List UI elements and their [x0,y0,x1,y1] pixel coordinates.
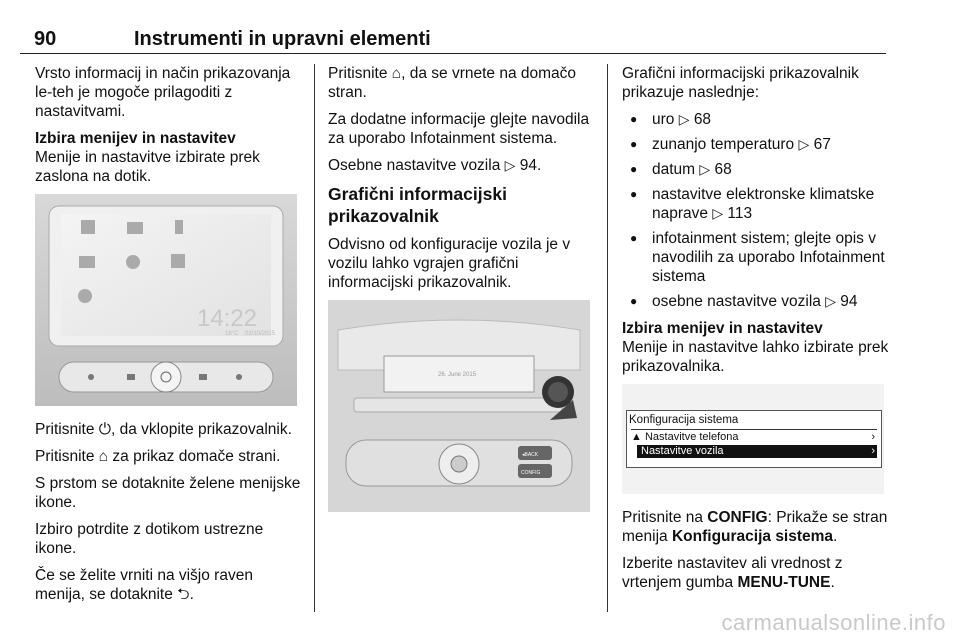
config-button-label: CONFIG [521,470,541,476]
paragraph: Izbiro potrdite z dotikom ustrezne ikone. [35,521,264,557]
paragraph: Osebne nastavitve vozila ▷ 94. [328,157,542,174]
menu-item-vehicle-settings[interactable]: Nastavitve vozila › [637,445,877,458]
paragraph: Odvisno od konfiguracije vozila je v vozilu lahko vgrajen grafični informacijski prikazovalnik. [328,236,571,291]
reference-arrow-icon: ▷ [798,136,810,152]
screen-clock: 14:22 [196,305,258,332]
paragraph: Pritisnite ⌂ za prikaz domače strani. [35,448,281,465]
feature-list [622,110,890,311]
paragraph: Pritisnite ⏻, da vklopite prikazovalnik. [35,421,292,438]
section-heading: Grafični informacijski prikazovalnik [328,184,507,226]
list-item: ● infotainment sistem; glejte opis v navodilih za uporabo Infotainment sistema [622,229,890,286]
radio-panel-illustration [328,300,590,512]
paragraph: Grafični informacijski prikazovalnik prikazuje naslednje: [622,65,859,101]
page-header [20,28,886,54]
list-item: ● zunanjo temperaturo ▷ 67 [622,135,890,154]
reference-arrow-icon: ▷ [504,157,516,173]
back-button-label: ◂BACK [522,452,539,458]
column-divider [314,64,315,612]
column-2 [328,64,598,526]
chevron-right-icon: › [871,431,875,443]
list-item: ● nastavitve elektronske klimatske naprave ▷ 113 [622,185,890,223]
page-number: 90 [34,28,57,50]
paragraph: Izberite nastavitev ali vrednost z vrtenjem gumba MENU-TUNE. [622,555,843,591]
reference-arrow-icon: ▷ [712,205,724,221]
radio-display-date: 26. June 2015 [438,372,477,378]
menu-item-phone-settings[interactable]: ▲ Nastavitve telefona › [631,431,875,443]
paragraph: Pritisnite na CONFIG: Prikaže se stran menija Konfiguracija sistema. [622,509,888,545]
paragraph: Vrsto informacij in način prikazovanja le-teh je mogoče prilagoditi z nastavitvami. [35,65,291,120]
page-reference: 94 [519,157,537,174]
reference-arrow-icon: ▷ [678,111,690,127]
screen-date: 02/10/2015 [245,331,276,337]
paragraph: Menije in nastavitve lahko izbirate prek prikazovalnika. [622,339,889,375]
list-item: ● datum ▷ 68 [622,160,890,179]
list-item: ● osebne nastavitve vozila ▷ 94 [622,292,890,311]
watermark: carmanualsonline.info [721,610,946,635]
menu-screen [626,410,882,468]
menu-title: Konfiguracija sistema [629,414,739,426]
paragraph: Za dodatne informacije glejte navodila za uporabo Infotainment sistema. [328,111,590,147]
chevron-right-icon: › [871,445,875,457]
section-heading: Izbira menijev in nastavitev [35,130,236,147]
menu-screen-illustration [622,384,884,494]
running-title: Instrumenti in upravni elementi [134,28,431,50]
touchscreen-illustration [35,194,297,406]
paragraph: Če se želite vrniti na višjo raven menija, se dotaknite ⮌. [35,567,253,603]
paragraph: Pritisnite ⌂, da se vrnete na domačo stran. [328,65,577,101]
section-heading: Izbira menijev in nastavitev [622,320,823,337]
reference-arrow-icon: ▷ [825,293,836,309]
paragraph: S prstom se dotaknite želene menijske ikone. [35,475,301,511]
screen-temperature: 18°C [225,331,239,337]
paragraph: Menije in nastavitve izbirate prek zaslona na dotik. [35,149,260,185]
column-3 [622,64,890,600]
reference-arrow-icon: ▷ [699,161,711,177]
column-divider [607,64,608,612]
column-1 [35,64,303,612]
list-item: ● uro ▷ 68 [622,110,890,129]
